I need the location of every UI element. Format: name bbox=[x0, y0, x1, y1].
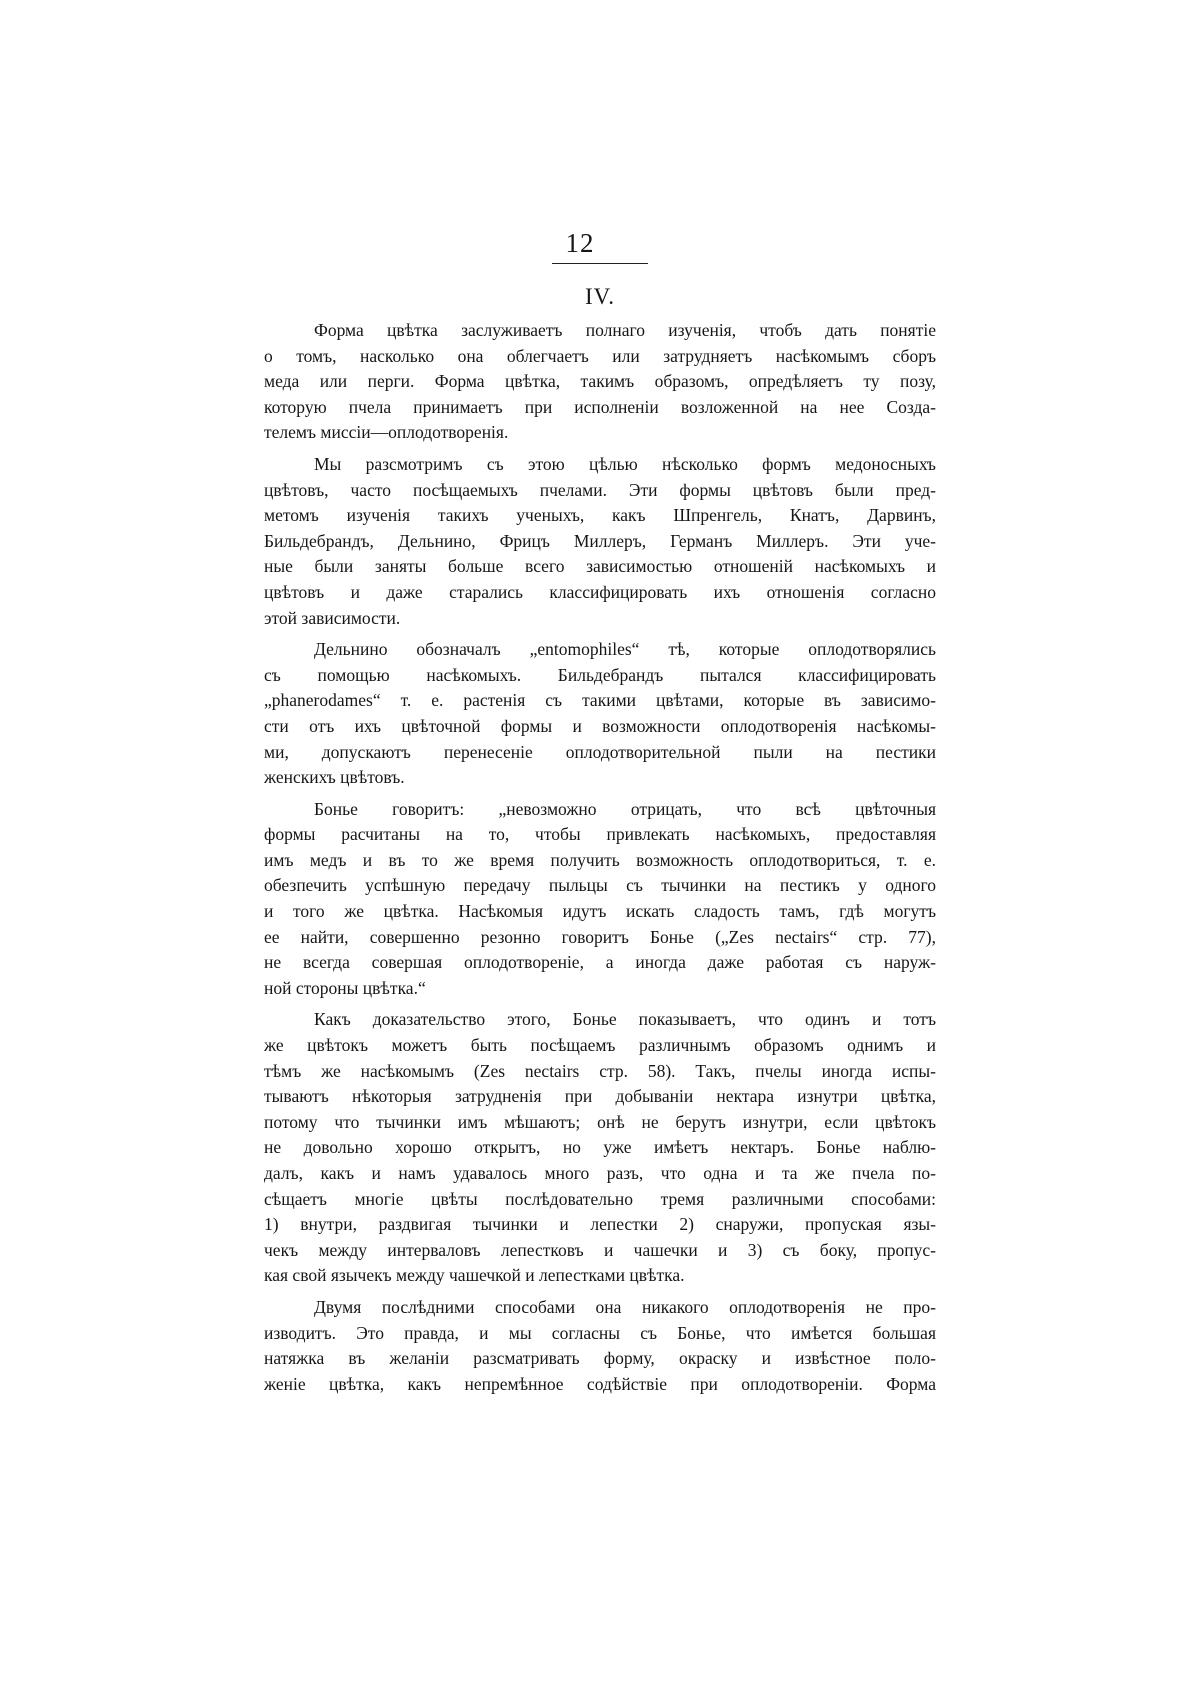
text-line: ее найти, совершенно резонно говоритъ Бонье („Zes nectairs“ стр. 77), bbox=[264, 926, 936, 947]
text-line: обезпечить успѣшную передачу пыльцы съ тычинки на пестикъ у одного bbox=[264, 875, 936, 896]
text-line: формы расчитаны на то, чтобы привлекать насѣкомыхъ, предоставляя bbox=[264, 824, 936, 845]
text-line: изводитъ. Это правда, и мы согласны съ Бонье, что имѣется большая bbox=[264, 1322, 936, 1343]
text-line: тываютъ нѣкоторыя затрудненія при добываніи нектара изнутри цвѣтка, bbox=[264, 1086, 936, 1107]
text-line: не всегда совершая оплодотвореніе, а иногда даже работая съ наруж- bbox=[264, 952, 936, 973]
text-line: телемъ миссіи—оплодотворенія. bbox=[264, 422, 509, 443]
text-line: далъ, какъ и намъ удавалось много разъ, что одна и та же пчела по- bbox=[264, 1163, 936, 1183]
text-line: женіе цвѣтка, какъ непремѣнное содѣйствіе при оплодотвореніи. Форма bbox=[264, 1373, 936, 1394]
text-line: меда или перги. Форма цвѣтка, такимъ образомъ, опредѣляетъ ту позу, bbox=[264, 371, 936, 392]
text-line: Двумя послѣдними способами она никакого оплодотворенія не про- bbox=[314, 1296, 936, 1317]
text-line: съ помощью насѣкомыхъ. Бильдебрандъ пытался классифицировать bbox=[264, 664, 936, 685]
text-line: сти отъ ихъ цвѣточной формы и возможности оплодотворенія насѣкомы- bbox=[264, 715, 936, 736]
text-line: этой зависимости. bbox=[264, 607, 401, 628]
text-line: Дельнино обозначалъ „entomophiles“ тѣ, которые оплодотворялись bbox=[314, 639, 936, 660]
text-line: ми, допускаютъ перенесеніе оплодотворительной пыли на пестики bbox=[264, 741, 936, 762]
text-line: о томъ, насколько она облегчаетъ или затрудняетъ насѣкомымъ сборъ bbox=[264, 345, 936, 366]
paragraph bbox=[264, 452, 936, 631]
paragraph bbox=[264, 318, 936, 446]
text-line: Мы разсмотримъ съ этою цѣлью нѣсколько формъ медоносныхъ bbox=[314, 453, 936, 474]
text-line: не довольно хорошо открытъ, но уже имѣетъ нектаръ. Бонье наблю- bbox=[264, 1137, 936, 1158]
text-line: Бонье говоритъ: „невозможно отрицать, что всѣ цвѣточныя bbox=[314, 798, 936, 819]
text-line: потому что тычинки имъ мѣшаютъ; онѣ не берутъ изнутри, если цвѣтокъ bbox=[264, 1111, 936, 1132]
text-line: цвѣтовъ и даже старались классифицировать ихъ отношенія согласно bbox=[264, 581, 936, 602]
text-line: цвѣтовъ, часто посѣщаемыхъ пчелами. Эти формы цвѣтовъ были пред- bbox=[264, 479, 936, 500]
paragraph bbox=[264, 1007, 936, 1289]
text-line: метомъ изученія такихъ ученыхъ, какъ Шпренгель, Кнатъ, Дарвинъ, bbox=[264, 505, 936, 526]
text-line: „phanerodames“ т. е. растенія съ такими цвѣтами, которые въ зависимо- bbox=[264, 690, 936, 711]
text-line: натяжка въ желаніи разсматривать форму, окраску и извѣстное поло- bbox=[264, 1348, 936, 1369]
text-line: Бильдебрандъ, Дельнино, Фрицъ Миллеръ, Германъ Миллеръ. Эти уче- bbox=[264, 530, 936, 551]
text-line: Какъ доказательство этого, Бонье показываетъ, что одинъ и тотъ bbox=[314, 1009, 936, 1030]
text-line: тѣмъ же насѣкомымъ (Zes nectairs стр. 58). Такъ, пчелы иногда испы- bbox=[264, 1060, 936, 1081]
paragraph bbox=[264, 1295, 936, 1397]
body-text bbox=[264, 318, 936, 1403]
text-line: 1) внутри, раздвигая тычинки и лепестки 2) снаружи, пропуская язы- bbox=[264, 1214, 936, 1235]
text-line: чекъ между интерваловъ лепестковъ и чашечки и 3) съ боку, пропус- bbox=[264, 1239, 936, 1260]
text-line: которую пчела принимаетъ при исполненіи возложенной на нее Созда- bbox=[264, 396, 936, 417]
page-number-rule bbox=[552, 263, 648, 264]
text-line: женскихъ цвѣтовъ. bbox=[264, 767, 405, 788]
text-line: имъ медъ и въ то же время получить возможность оплодотвориться, т. е. bbox=[264, 849, 936, 870]
text-line: кая свой язычекъ между чашечкой и лепестками цвѣтка. bbox=[264, 1265, 685, 1286]
text-line: же цвѣтокъ можетъ быть посѣщаемъ различнымъ образомъ однимъ и bbox=[264, 1035, 936, 1056]
paragraph bbox=[264, 637, 936, 791]
page-number: 12 bbox=[565, 228, 595, 258]
chapter-heading: IV. bbox=[584, 284, 616, 309]
text-line: сѣщаетъ многіе цвѣты послѣдовательно тремя различными способами: bbox=[264, 1188, 936, 1209]
text-line: ной стороны цвѣтка.“ bbox=[264, 977, 426, 998]
paragraph bbox=[264, 797, 936, 1002]
text-line: и того же цвѣтка. Насѣкомыя идутъ искать сладость тамъ, гдѣ могутъ bbox=[264, 901, 936, 922]
text-line: ные были заняты больше всего зависимостью отношеній насѣкомыхъ и bbox=[264, 556, 936, 577]
text-line: Форма цвѣтка заслуживаетъ полнаго изученія, чтобъ дать понятіе bbox=[314, 320, 936, 340]
